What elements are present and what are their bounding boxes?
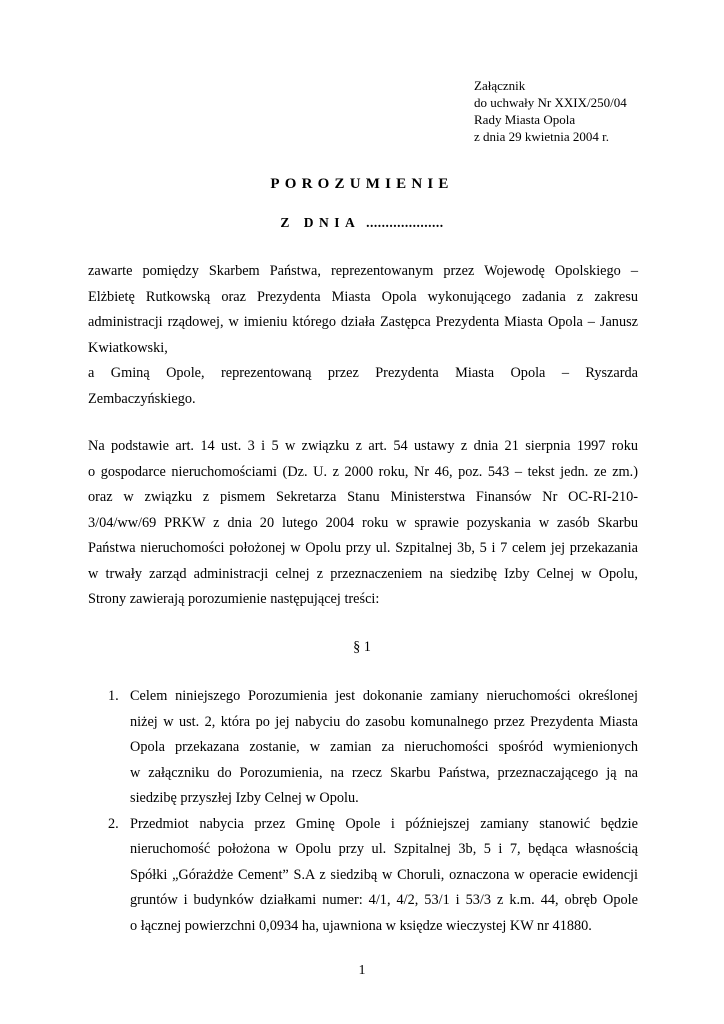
date-line bbox=[0, 215, 724, 231]
list-item-text bbox=[130, 684, 638, 812]
paragraph-line: a Gminą Opole, reprezentowaną przez Prezydenta Miasta Opola – Ryszarda bbox=[88, 365, 638, 381]
numbered-list bbox=[88, 684, 638, 939]
list-item bbox=[88, 812, 638, 940]
list-item-line: siedzibę przyszłej Izby Celnej w Opolu. bbox=[130, 790, 359, 806]
paragraph-line: zawarte pomiędzy Skarbem Państwa, reprezentowanym przez Wojewodę Opolskiego – bbox=[88, 263, 638, 279]
annex-line: Rady Miasta Opola bbox=[474, 112, 576, 127]
annex-header bbox=[474, 77, 627, 145]
section-mark: § 1 bbox=[353, 639, 371, 655]
list-item-line: Opola przekazana zostanie, w zamian za nieruchomości spośród wymienionych bbox=[130, 739, 638, 755]
paragraph-line: Kwiatkowski, bbox=[88, 339, 168, 356]
parties-paragraph bbox=[88, 259, 638, 412]
paragraph-line: Państwa nieruchomości położonej w Opolu przy ul. Szpitalnej 3b, 5 i 7 celem jej przekazania bbox=[88, 540, 638, 556]
list-item-number: 1. bbox=[108, 688, 119, 704]
paragraph-line: w trwały zarząd administracji celnej z przeznaczeniem na siedzibę Izby Celnej w Opolu, bbox=[88, 565, 638, 582]
paragraph-line: oraz w związku z pismem Sekretarza Stanu Ministerstwa Finansów Nr OC-RI-210- bbox=[88, 489, 638, 505]
list-item bbox=[88, 684, 638, 812]
list-item-line: Celem niniejszego Porozumienia jest dokonanie zamiany nieruchomości określonej bbox=[130, 688, 638, 704]
legal-basis-paragraph bbox=[88, 434, 638, 613]
paragraph-line: o gospodarce nieruchomościami (Dz. U. z 2000 roku, Nr 46, poz. 543 – tekst jedn. ze zm.) bbox=[88, 463, 638, 480]
list-item-line: w załączniku do Porozumienia, na rzecz Skarbu Państwa, przeznaczającego ją na bbox=[130, 764, 638, 781]
document-title: POROZUMIENIE bbox=[270, 176, 454, 192]
paragraph-line: administracji rządowej, w imieniu którego działa Zastępca Prezydenta Miasta Opola – Janusz bbox=[88, 314, 638, 330]
annex-line: z dnia 29 kwietnia 2004 r. bbox=[474, 129, 610, 144]
list-item-line: nieruchomość położona w Opolu przy ul. Szpitalnej 3b, 5 i 7, będąca własnością bbox=[130, 841, 638, 857]
annex-line: do uchwały Nr XXIX/250/04 bbox=[474, 95, 627, 110]
list-item-line: Spółki „Górażdże Cement” S.A z siedzibą w Choruli, oznaczona w operacie ewidencji bbox=[130, 866, 638, 883]
paragraph-line: 3/04/ww/69 PRKW z dnia 20 lutego 2004 roku w sprawie pozyskania w zasób Skarbu bbox=[88, 514, 638, 531]
paragraph-line: Zembaczyńskiego. bbox=[88, 390, 196, 407]
list-item-line: Przedmiot nabycia przez Gminę Opole i późniejszej zamiany stanowić będzie bbox=[130, 815, 638, 832]
list-item-line: o łącznej powierzchni 0,0934 ha, ujawniona w księdze wieczystej KW nr 41880. bbox=[130, 917, 592, 934]
page-number: 1 bbox=[358, 963, 366, 978]
date-label: Z DNIA bbox=[280, 215, 361, 230]
paragraph-line: Na podstawie art. 14 ust. 3 i 5 w związku z art. 54 ustawy z dnia 21 sierpnia 1997 roku bbox=[88, 438, 638, 454]
paragraph-line: Strony zawierają porozumienie następującej treści: bbox=[88, 591, 380, 607]
annex-line: Załącznik bbox=[474, 78, 526, 93]
paragraph-line: Elżbietę Rutkowską oraz Prezydenta Miasta Opola wykonującego zadania z zakresu bbox=[88, 288, 638, 305]
date-placeholder: .................... bbox=[366, 215, 444, 230]
list-item-text bbox=[130, 812, 638, 940]
list-item-number: 2. bbox=[108, 815, 119, 832]
list-item-line: niżej w ust. 2, która po jej nabyciu do zasobu komunalnego przez Prezydenta Miasta bbox=[130, 713, 638, 730]
list-item-line: gruntów i budynków działkami numer: 4/1, 4/2, 53/1 i 53/3 z k.m. 44, obręb Opole bbox=[130, 892, 638, 908]
